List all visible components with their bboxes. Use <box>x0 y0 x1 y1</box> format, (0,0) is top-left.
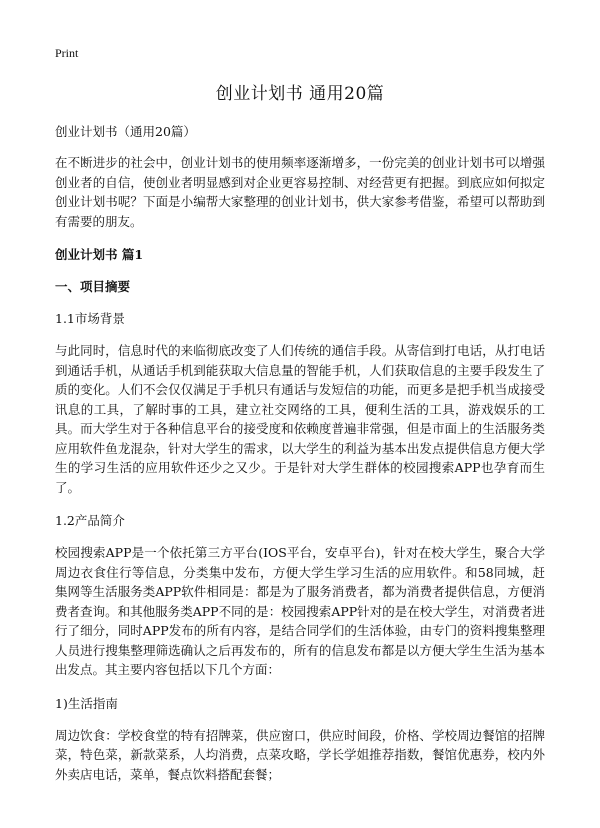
part-title: 一、项目摘要 <box>55 279 131 294</box>
market-background-paragraph: 与此同时，信息时代的来临彻底改变了人们传统的通信手段。从寄信到打电话，从打电话到通话手机，从通话手机到能获取大信息量的智能手机，人们获取信息的主要手段发生了质的变化。人们不会仅仅满足于手机只有通话与发短信的功能，而更多是把手机当成接受讯息的工具，了解时事的工具，建立社交网络的工具，便利生活的工具，游戏娱乐的工具。而大学生对于各种信息平台的接受度和依赖度普遍非常强，但是市面上的生活服务类应用软件鱼龙混杂，针对大学生的需求，以大学生的利益为基本出发点提供信息方便大学生的学习生活的应用软件还少之又少。于是针对大学生群体的校园搜索APP也孕育而生了。 <box>55 343 545 495</box>
document-subtitle: 创业计划书（通用20篇） <box>55 124 196 139</box>
document-title: 创业计划书 通用20篇 <box>215 84 385 104</box>
section-title: 创业计划书 篇1 <box>55 247 144 262</box>
subsection-title-product-intro: 1.2产品简介 <box>55 513 125 528</box>
intro-paragraph: 在不断进步的社会中，创业计划书的使用频率逐渐增多，一份完美的创业计划书可以增强创业者的自信，使创业者明显感到对企业更容易控制、对经营更有把握。到底应如何拟定创业计划书呢？下面是小编帮大家整理的创业计划书，供大家参考借鉴，希望可以帮助到有需要的朋友。 <box>55 155 545 229</box>
print-label: Print <box>55 46 79 60</box>
life-guide-paragraph: 周边饮食：学校食堂的特有招牌菜，供应窗口，供应时间段，价格、学校周边餐馆的招牌菜，特色菜，新款菜系，人均消费，点菜攻略，学长学姐推荐指数，餐馆优惠券，校内外外卖店电话，菜单，餐点饮料搭配套餐； <box>55 727 545 782</box>
product-intro-paragraph: 校园搜索APP是一个依托第三方平台(IOS平台，安卓平台)，针对在校大学生，聚合大学周边衣食住行等信息，分类集中发布，方便大学生学习生活的应用软件。和58同城，赶集网等生活服务类APP软件相同是：都是为了服务消费者，都为消费者提供信息，方便消费者查询。和其他服务类APP不同的是：校园搜索APP针对的是在校大学生，对消费者进行了细分，同时APP发布的所有内容，是结合同学们的生活体验，由专门的资料搜集整理人员进行搜集整理筛选确认之后再发布的，所有的信息发布都是以方便大学生生活为基本出发点。其主要内容包括以下几个方面： <box>55 545 545 677</box>
subsection-title-market-background: 1.1市场背景 <box>55 311 125 326</box>
item-title-life-guide: 1)生活指南 <box>55 695 118 711</box>
